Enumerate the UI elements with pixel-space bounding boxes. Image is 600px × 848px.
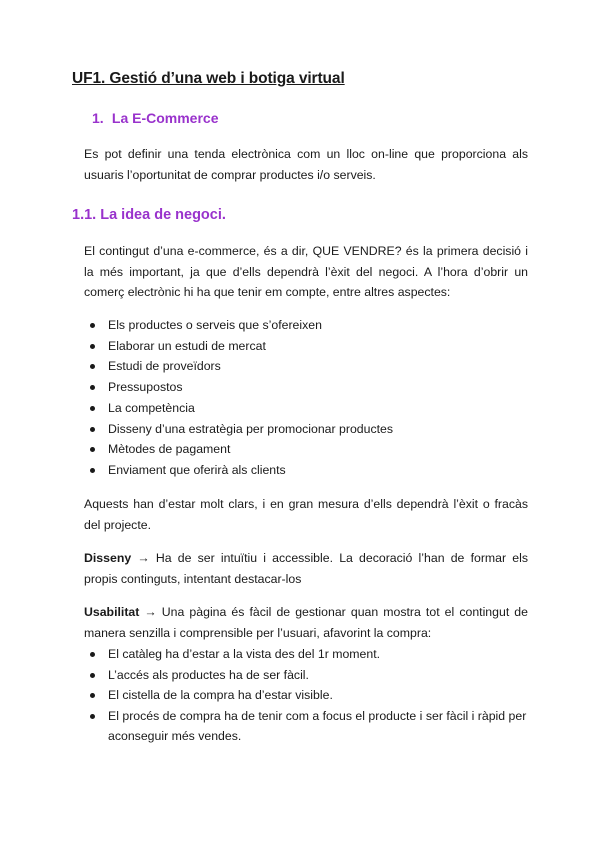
list-item: L’accés als productes ha de ser fàcil. — [84, 665, 528, 686]
list-item: Mètodes de pagament — [84, 439, 528, 460]
subsection-heading-business-idea: 1.1. La idea de negoci. — [72, 207, 226, 223]
list-item: Elaborar un estudi de mercat — [84, 336, 528, 357]
list-item: Disseny d’una estratègia per promocionar productes — [84, 419, 528, 440]
ecommerce-definition-paragraph: Es pot definir una tenda electrònica com un lloc on-line que proporciona als usuaris l’oportunitat de comprar productes i/o serveis. — [84, 147, 528, 182]
design-term: Disseny — [84, 551, 132, 565]
usability-term: Usabilitat — [84, 605, 140, 619]
list-item: El procés de compra ha de tenir com a focus el producte i ser fàcil i ràpid per aconseguir més vendes. — [84, 706, 528, 747]
usability-paragraph — [84, 602, 528, 643]
design-paragraph — [84, 548, 528, 589]
section-number: 1. — [92, 110, 104, 126]
list-item: La competència — [84, 398, 528, 419]
aspects-list — [84, 315, 528, 481]
list-item: El catàleg ha d’estar a la vista des del 1r moment. — [84, 644, 528, 665]
usability-description: → Una pàgina és fàcil de gestionar quan mostra tot el contingut de manera senzilla i comprensible per l’usuari, afavorint la compra: — [84, 605, 528, 640]
list-item: Estudi de proveïdors — [84, 356, 528, 377]
conclusion-paragraph: Aquests han d’estar molt clars, i en gran mesura d’ells dependrà l’èxit o fracàs del projecte. — [84, 497, 528, 532]
business-idea-intro-paragraph: El contingut d’una e-commerce, és a dir, QUE VENDRE? és la primera decisió i la més important, ja que d’ells dependrà l’èxit del negoci. A l’hora d’obrir un comerç electrònic hi ha que tenir em compte, entre altres aspectes: — [84, 244, 528, 299]
design-description: → Ha de ser intuïtiu i accessible. La decoració l’han de formar els propis continguts, intentant destacar-los — [84, 551, 528, 586]
list-item: El cistella de la compra ha d’estar visible. — [84, 685, 528, 706]
list-item: Enviament que oferirà als clients — [84, 460, 528, 481]
document-title: UF1. Gestió d’una web i botiga virtual — [72, 70, 345, 87]
section-heading-ecommerce — [92, 110, 218, 126]
list-item: Pressupostos — [84, 377, 528, 398]
list-item: Els productes o serveis que s’ofereixen — [84, 315, 528, 336]
usability-points-list — [84, 644, 528, 747]
section-heading-text: La E-Commerce — [111, 110, 219, 126]
